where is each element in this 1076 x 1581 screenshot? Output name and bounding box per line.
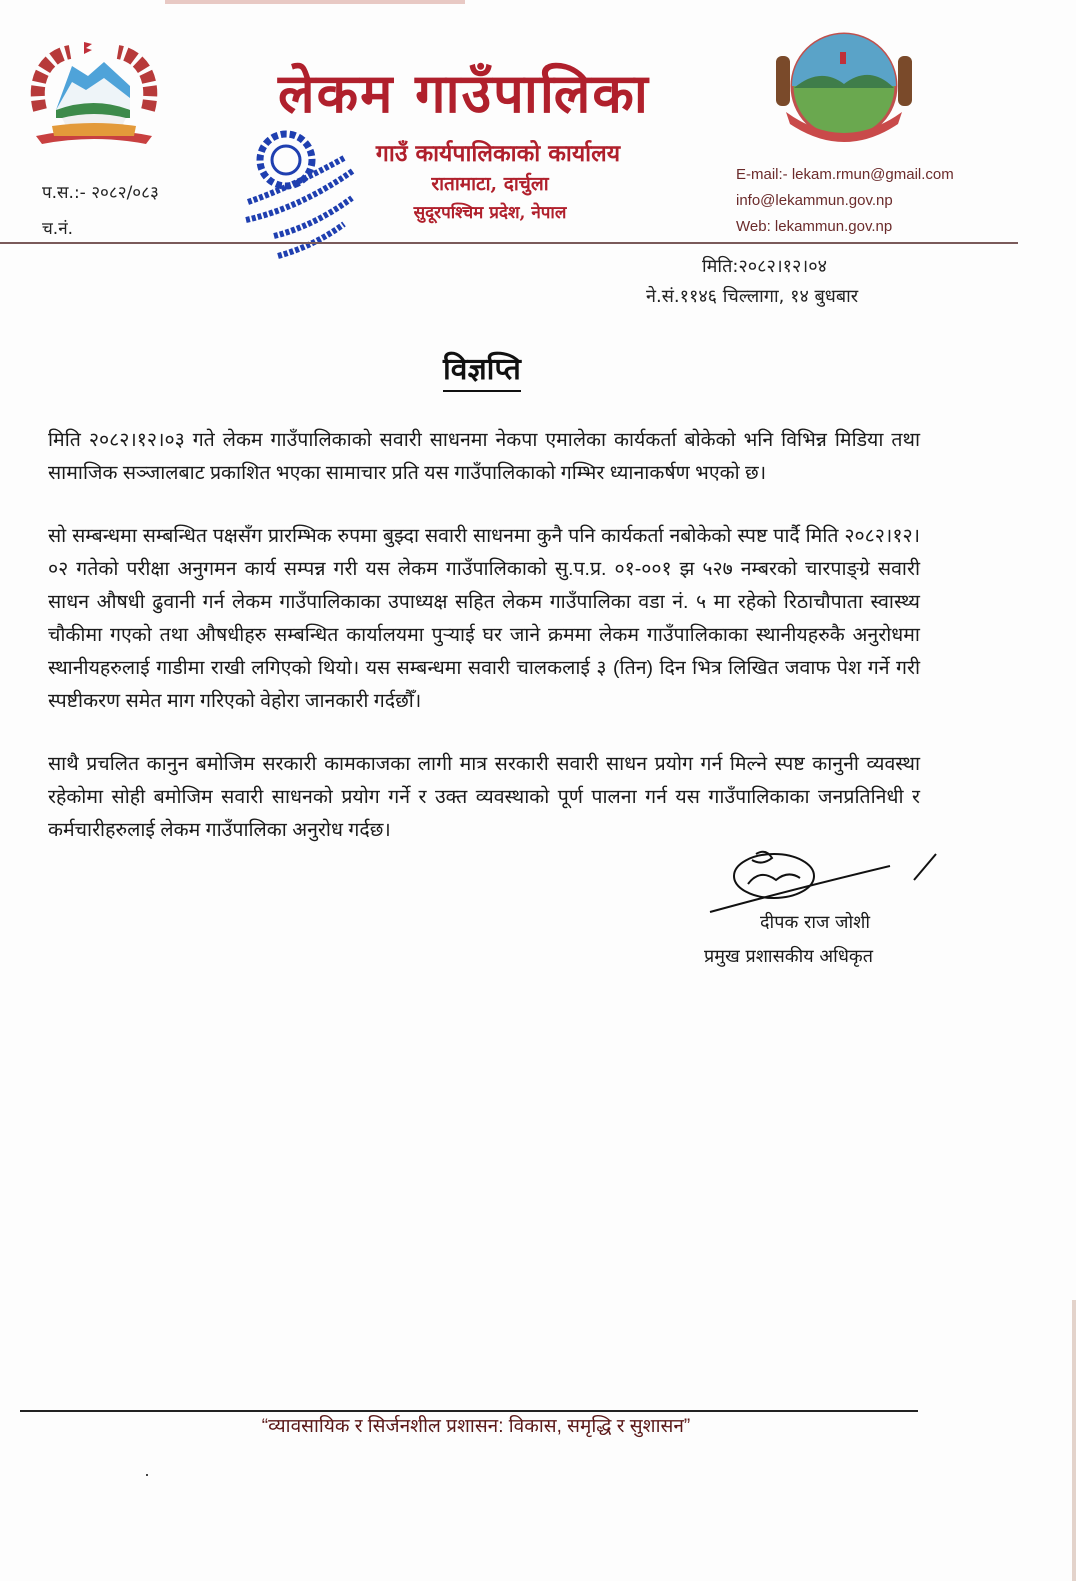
signatory-name: दीपक राज जोशी xyxy=(760,912,871,933)
signatory-title: प्रमुख प्रशासकीय अधिकृत xyxy=(704,946,873,967)
scan-artifact-strip xyxy=(165,0,465,4)
handwritten-signature xyxy=(700,846,950,916)
contact-website: Web: lekammun.gov.np xyxy=(736,218,893,235)
scan-edge xyxy=(1072,1300,1076,1581)
contact-info-email: info@lekammun.gov.np xyxy=(736,192,893,209)
footer-motto: “व्यावसायिक र सिर्जनशील प्रशासन: विकास, समृद्धि र सुशासन” xyxy=(261,1416,691,1437)
notice-paragraph: सो सम्बन्धमा सम्बन्धित पक्षसँग प्रारम्भिक रुपमा बुझ्दा सवारी साधनमा कुनै पनि कार्यकर्ता नबोकेको स्पष्ट पार्दै मिति २०८२।१२।०२ गतेको परीक्षा अनुगमन कार्य सम्पन्न गरी यस लेकम गाउँपालिकाको सु.प.प्र. ०१-००१ झ ५२७ नम्बरको चारपाङ्ग्रे सवारी साधन औषधी ढुवानी गर्न लेकम गाउँपालिकाका उपाध्यक्ष सहित लेकम गाउँपालिका वडा नं. ५ मा रहेको रिठाचौपाता स्वास्थ्य चौकीमा गएको तथा औषधीहरु सम्बन्धित कार्यालयमा पुऱ्याई घर जाने क्रममा लेकम गाउँपालिकाका स्थानीयहरुकै अनुरोधमा स्थानीयहरुलाई गाडीमा राखी लगिएको थियो। यस सम्बन्धमा सवारी चालकलाई ३ (तिन) दिन भित्र लिखित जवाफ पेश गर्ने गरी स्पष्टीकरण समेत माग गरिएको वेहोरा जानकारी गर्दछौँ। xyxy=(48,525,920,712)
letter-date: मिति:२०८२।१२।०४ xyxy=(702,256,827,277)
notice-heading: विज्ञप्ति xyxy=(443,347,521,392)
municipality-logo-icon xyxy=(770,26,918,152)
dispatch-number: च.नं. xyxy=(42,219,74,239)
contact-email: E-mail:- lekam.rmun@gmail.com xyxy=(736,166,954,183)
nepal-sambat-date: ने.सं.११४६ चिल्लागा, १४ बुधबार xyxy=(646,286,859,307)
header-divider xyxy=(0,242,1018,244)
address-line-2: सुदूरपश्चिम प्रदेश, नेपाल xyxy=(413,203,567,223)
scan-speck xyxy=(146,1474,148,1476)
notice-paragraph: मिति २०८२।१२।०३ गते लेकम गाउँपालिकाको सवारी साधनमा नेकपा एमालेका कार्यकर्ता बोकेको भनि विभिन्न मिडिया तथा सामाजिक सञ्जालबाट प्रकाशित भएका सामाचार प्रति यस गाउँपालिकाको गम्भिर ध्यानाकर्षण भएको छ। xyxy=(48,429,920,484)
letter-reference-number: प.स.:- २०८२/०८३ xyxy=(42,183,159,203)
notice-paragraph: साथै प्रचलित कानुन बमोजिम सरकारी कामकाजका लागी मात्र सरकारी सवारी साधन प्रयोग गर्न मिल्ने स्पष्ट कानुनी व्यवस्था रहेकोमा सोही बमोजिम सवारी साधनको प्रयोग गर्ने र उक्त व्यवस्थाको पूर्ण पालना गर्न यस गाउँपालिकाका जनप्रतिनिधी र कर्मचारीहरुलाई लेकम गाउँपालिका अनुरोध गर्दछ। xyxy=(48,753,920,841)
address-line-1: रातामाटा, दार्चुला xyxy=(431,173,549,195)
nepal-emblem-icon xyxy=(26,40,162,152)
office-subtitle: गाउँ कार्यपालिकाको कार्यालय xyxy=(375,140,621,167)
municipality-title: लेकम गाउँपालिका xyxy=(278,61,650,125)
